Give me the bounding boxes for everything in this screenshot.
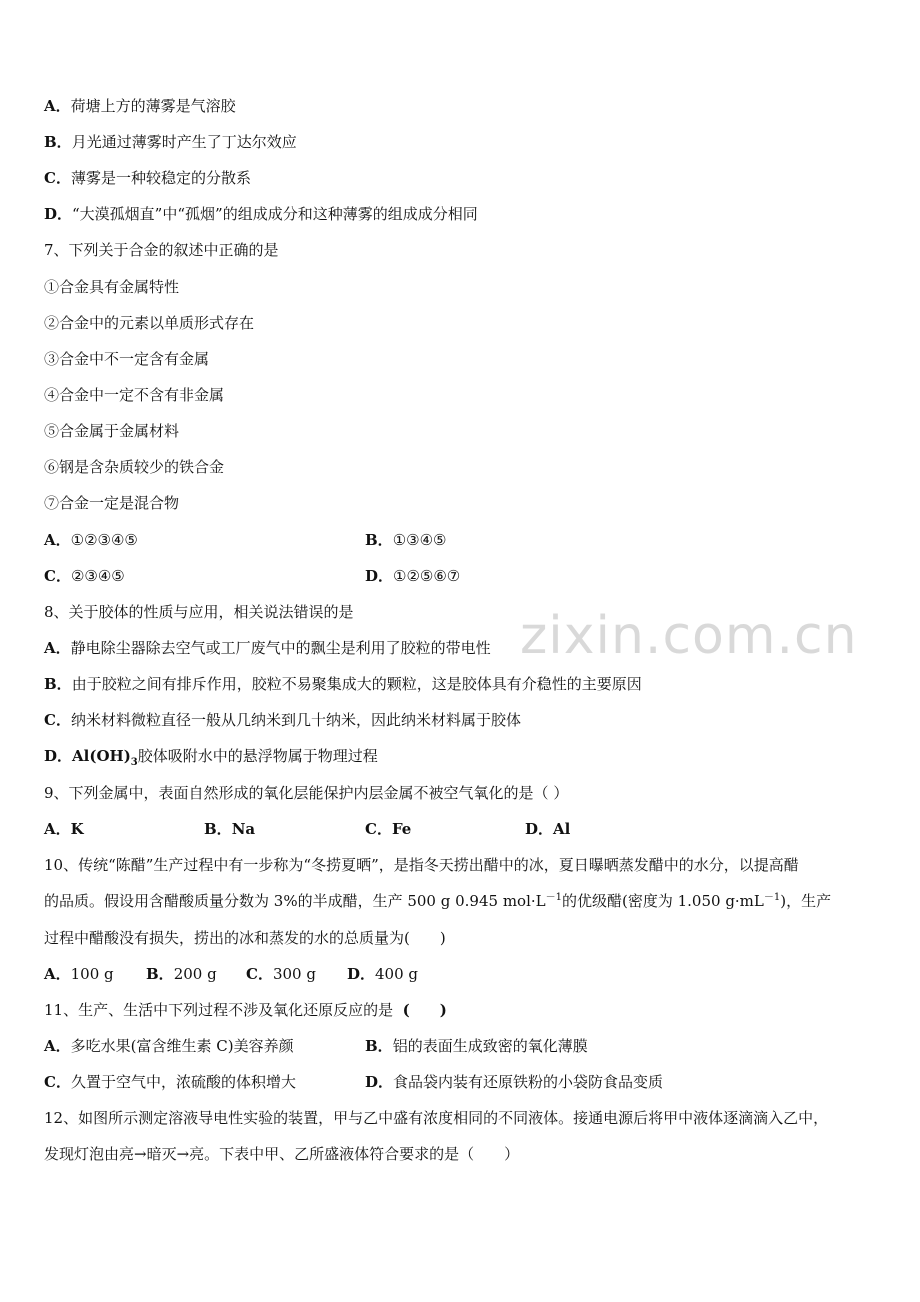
- q11-option-d: [365, 1072, 663, 1092]
- option-letter: B．: [44, 133, 72, 151]
- q8-option-d: [44, 746, 378, 766]
- option-letter: C．: [44, 711, 71, 729]
- option-letter: A．: [44, 639, 71, 657]
- q11-option-c: [44, 1072, 296, 1092]
- q7-item: ⑥钢是含杂质较少的铁合金: [44, 458, 225, 476]
- q11-text: 11、生产、生活中下列过程不涉及氧化还原反应的是: [44, 1001, 394, 1019]
- option-text: ①③④⑤: [392, 531, 447, 549]
- option-letter: C．: [365, 820, 392, 838]
- q9-option-a: [44, 819, 84, 839]
- option-letter: D．: [365, 1073, 394, 1091]
- q7-item: ④合金中一定不含有非金属: [44, 386, 225, 404]
- option-text: 400 g: [375, 965, 419, 983]
- q11-option-a: [44, 1036, 294, 1056]
- option-letter: A．: [44, 965, 71, 983]
- q7-option-b: [365, 530, 446, 550]
- option-letter: A．: [44, 1037, 71, 1055]
- option-letter: A．: [44, 531, 71, 549]
- q8-stem: 8、关于胶体的性质与应用，相关说法错误的是: [44, 603, 354, 621]
- option-letter: B．: [365, 1037, 393, 1055]
- option-letter: B．: [365, 531, 393, 549]
- q10-stem-line1: 10、传统“陈醋”生产过程中有一步称为“冬捞夏晒”，是指冬天捞出醋中的冰，夏日曝晒蒸发醋中的水分，以提高醋: [44, 856, 799, 874]
- option-letter: D．: [365, 567, 394, 585]
- q10-option-b: [146, 964, 217, 984]
- q11-option-b: [365, 1036, 588, 1056]
- option-letter: D．: [525, 820, 554, 838]
- option-text: 200 g: [173, 965, 217, 983]
- q7-stem: 7、下列关于合金的叙述中正确的是: [44, 241, 279, 259]
- q10-option-c: [246, 964, 316, 984]
- q10-stem-line2: [44, 891, 831, 911]
- q6-option-d: [44, 204, 478, 224]
- option-text: Al: [553, 820, 571, 838]
- watermark-text: zixin.com.cn: [520, 606, 858, 666]
- formula-subscript: 3: [130, 757, 138, 768]
- q10-text: )，生产: [780, 892, 832, 910]
- option-letter: B．: [44, 675, 72, 693]
- option-letter: D．: [347, 965, 376, 983]
- option-text: ②③④⑤: [70, 567, 125, 585]
- option-text: 100 g: [70, 965, 114, 983]
- option-letter: A．: [44, 97, 71, 115]
- q9-option-c: [365, 819, 411, 839]
- option-text: 月光通过薄雾时产生了丁达尔效应: [71, 133, 297, 151]
- q6-option-b: [44, 132, 297, 152]
- option-letter: A．: [44, 820, 71, 838]
- q11-stem: [44, 1000, 447, 1020]
- option-text: 300 g: [272, 965, 316, 983]
- q9-option-b: [204, 819, 255, 839]
- q8-option-a: [44, 638, 491, 658]
- option-letter: B．: [204, 820, 232, 838]
- option-text: K: [70, 820, 84, 838]
- q8-option-b: [44, 674, 642, 694]
- option-text: 薄雾是一种较稳定的分散系: [70, 169, 251, 187]
- option-text: 静电除尘器除去空气或工厂废气中的飘尘是利用了胶粒的带电性: [70, 639, 491, 657]
- q7-option-c: [44, 566, 125, 586]
- option-text: “大漠孤烟直”中“孤烟”的组成成分和这种薄雾的组成成分相同: [72, 205, 478, 223]
- option-letter: B．: [146, 965, 174, 983]
- q10-option-d: [347, 964, 418, 984]
- option-text: 铝的表面生成致密的氧化薄膜: [392, 1037, 588, 1055]
- option-letter: C．: [44, 169, 71, 187]
- option-text: Na: [231, 820, 256, 838]
- q7-option-d: [365, 566, 460, 586]
- q7-item: ①合金具有金属特性: [44, 278, 180, 296]
- option-text: 久置于空气中，浓硫酸的体积增大: [70, 1073, 296, 1091]
- option-letter: C．: [44, 1073, 71, 1091]
- option-letter: D．: [44, 747, 73, 765]
- q10-text: 的优级醋(密度为 1.050 g·mL: [561, 892, 764, 910]
- option-text: 多吃水果(富含维生素 C)美容养颜: [70, 1037, 294, 1055]
- option-text: 荷塘上方的薄雾是气溶胶: [70, 97, 236, 115]
- superscript: －1: [763, 892, 781, 903]
- q12-stem-line2: 发现灯泡由亮→暗灭→亮。下表中甲、乙所盛液体符合要求的是（ ）: [44, 1145, 520, 1163]
- option-text: 由于胶粒之间有排斥作用，胶粒不易聚集成大的颗粒，这是胶体具有介稳性的主要原因: [71, 675, 642, 693]
- option-text: 纳米材料微粒直径一般从几纳米到几十纳米，因此纳米材料属于胶体: [70, 711, 521, 729]
- q6-option-c: [44, 168, 251, 188]
- q9-stem: 9、下列金属中，表面自然形成的氧化层能保护内层金属不被空气氧化的是（ ）: [44, 784, 569, 802]
- q6-option-a: [44, 96, 236, 116]
- superscript: －1: [545, 892, 562, 903]
- option-text: Fe: [391, 820, 412, 838]
- option-letter: C．: [44, 567, 71, 585]
- option-letter: D．: [44, 205, 73, 223]
- answer-paren: ( ): [402, 1001, 447, 1019]
- q7-item: ⑤合金属于金属材料: [44, 422, 180, 440]
- q8-option-c: [44, 710, 521, 730]
- q10-stem-line3: 过程中醋酸没有损失，捞出的冰和蒸发的水的总质量为( ): [44, 929, 446, 947]
- q9-option-d: [525, 819, 570, 839]
- option-text: 食品袋内装有还原铁粉的小袋防食品变质: [393, 1073, 664, 1091]
- option-text: ①②⑤⑥⑦: [393, 567, 461, 585]
- q7-item: ③合金中不一定含有金属: [44, 350, 210, 368]
- q7-option-a: [44, 530, 138, 550]
- q12-stem-line1: 12、如图所示测定溶液导电性实验的装置，甲与乙中盛有浓度相同的不同液体。接通电源后将甲中液体逐滴滴入乙中，: [44, 1109, 829, 1127]
- q10-text: 的品质。假设用含醋酸质量分数为 3%的半成醋，生产 500 g 0.945 mol·L: [44, 892, 546, 910]
- option-text: 胶体吸附水中的悬浮物属于物理过程: [137, 747, 378, 765]
- q7-item: ⑦合金一定是混合物: [44, 494, 180, 512]
- chemical-formula: Al(OH): [72, 747, 131, 765]
- option-text: ①②③④⑤: [70, 531, 138, 549]
- q7-item: ②合金中的元素以单质形式存在: [44, 314, 255, 332]
- q10-option-a: [44, 964, 114, 984]
- option-letter: C．: [246, 965, 273, 983]
